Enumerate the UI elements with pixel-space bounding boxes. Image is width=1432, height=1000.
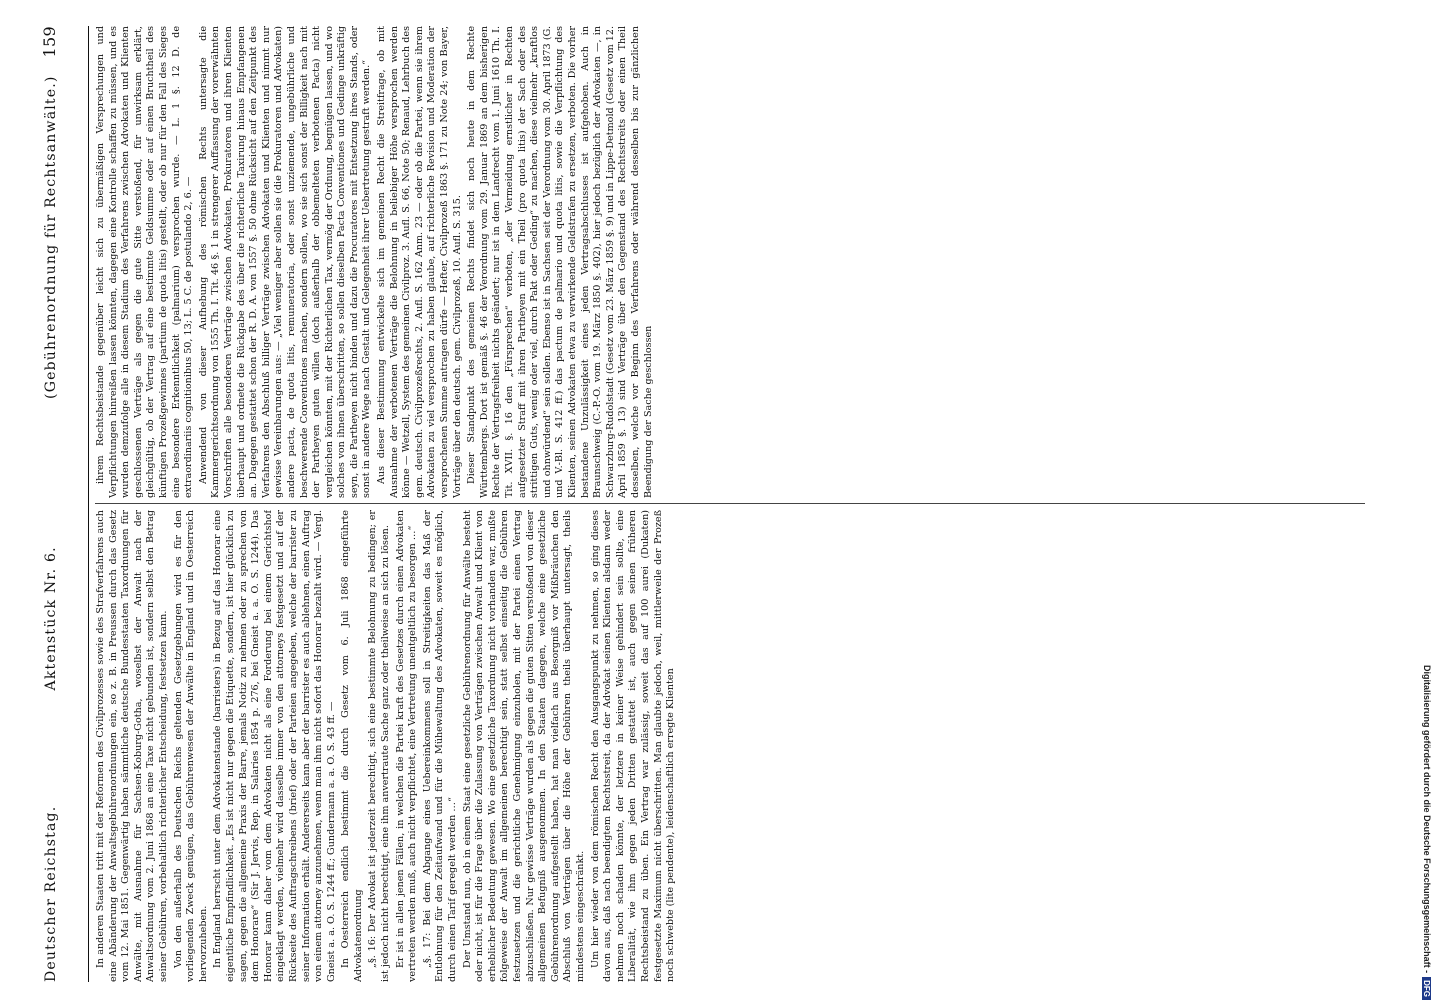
page-number: 159 xyxy=(40,25,59,58)
page xyxy=(40,14,1390,994)
paragraph: Anwendend von dieser Aufhebung des römischen Rechts untersagte die Kammergerichtsordnung von 1555 Th. I. Tit. 46 §. 1 in strengerer Auffassung der vorerwähnten Vorschriften alle besonderen Verträge zwischen Advokaten, Prokuratoren und ihren Klienten überhaupt und ordnete die Rückgabe des über die richterliche Taxirung hinaus Empfangenen an. Dagegen gestattet schon der R. D. A. von 1557 §. 50 ohne Rücksicht auf den Zeitpunkt des Verfahrens den Abschluß billiger Verträge zwischen Advokaten und Klienten und nimmt nur gewisse Vereinbarungen aus: — „Viel weniger aber sollen sie (die Prokuratoren und Advokaten) andere pacta, de quota litis, remuneratoria, oder sonst unziemende, ungebührliche und beschwerende Conventiones machen, sondern sollen, wo sie sich sonst der Billigkeit nach mit der Partheyen guten willen (doch außerhalb der obbemelteten verbotenen Pacta) nicht vergleichen könnten, mit der Richterlichen Tax, vermög der Ordnung, begnügen lassen, und wo solches von ihnen überschritten, so sollen dieselben Pacta Conventiones und Gedinge unkräftig seyn, die Partheyen nicht binden und dazu die Procuratores mit Entsetzung ihres Stands, oder sonst in andere Wege nach Gestalt und Gelegenheit ihrer Uebertretung gestraft werden.“ xyxy=(197,26,373,498)
text-columns xyxy=(95,26,1365,982)
running-head-center: Aktenstück Nr. 6. xyxy=(43,546,59,691)
paragraph: Von den außerhalb des Deutschen Reichs geltenden Gesetzgebungen wird es für den vorliegenden Zweck genügen, das Gebührenwesen der Anwälte in England und in Oesterreich hervorzuheben. xyxy=(172,510,209,982)
running-head-left: Deutscher Reichstag. xyxy=(43,805,59,982)
paragraph: Er ist in allen jenen Fällen, in welchen die Partei kraft des Gesetzes durch einen Advokaten vertreten werden muß, auch nicht verpflichtet, eine Vertretung unentgeltlich zu besorgen …“ xyxy=(394,510,419,982)
paragraph: „§. 17: Bei dem Abgange eines Uebereinkommens soll in Streitigkeiten das Maß der Entlohnung für den Zeitaufwand und für die Mühewaltung des Advokaten, soweit es möglich, durch einen Tarif geregelt werden …“ xyxy=(421,510,459,982)
paragraph: Um hier wieder von dem römischen Recht den Ausgangspunkt zu nehmen, so ging dieses davon aus, daß nach beendigtem Rechtsstreit, da der Advokat seinen Klienten alsdann weder nehmen noch schaden könnte, der letztere in keiner Weise gehindert sein sollte, eine Liberalität, wie ihm gegen jeden Dritten gestattet ist, auch gegen seinen früheren Rechtsbeistand zu üben. Ein Vertrag war zulässig, soweit das auf 100 aurei (Dukaten) festgesetzte Maximum nicht überschritten. Man glaubte jedoch, weil, mittlerweile der Prozeß noch schwebte (lite pendente), leidenschaftlich erregte Klienten xyxy=(589,510,677,982)
paragraph: In Oesterreich endlich bestimmt die durch Gesetz vom 6. Juli 1868 eingeführte Advokatenordnung xyxy=(340,510,364,982)
paragraph: Der Umstand nun, ob in einem Staat eine gesetzliche Gebührenordnung für Anwälte besteht oder nicht, ist für die Frage über die Zulassung von Verträgen zwischen Anwalt und Klient von erheblicher Bedeutung gewesen. Wo eine gesetzliche Taxordnung nicht vorhanden war, mußte folgeweise der Anwalt im allgemeinen berechtigt sein, statt selbst einseitig die Gebühren festzusetzen und die gerichtliche Genehmigung einzuholen, mit der Partei einen Vertrag abzuschließen. Nur gewisse Verträge wurden als gegen die guten Sitten verstoßend von dieser allgemeinen Befugniß ausgenommen. In den Staaten dagegen, welche eine gesetzliche Gebührenordnung aufgestellt haben, hat man vielfach aus Besorgniß vor Mißbräuchen den Abschluß von Verträgen über die Höhe der Gebühren theils überhaupt untersagt, theils mindestens eingeschränkt. xyxy=(461,510,586,982)
dfg-logo: DFG xyxy=(1422,977,1431,1000)
paragraph: ihrem Rechtsbeistande gegenüber leicht sich zu übermäßigen Versprechungen und Verpflichtungen hinreißen lassen könnten, dagegen eine Kontrolle schaffen zu müssen, und es wurden demzufolge alle in diesem Stadium des Verfahrens zwischen Advokaten und Klienten geschlossenen Verträge als gegen die gute Sitte verstoßend, für unwirksam erklärt, gleichgültig, ob der Vertrag auf eine bestimmte Geldsumme oder auf einen Bruchtheil des künftigen Prozeßgewinnes (partium de quota litis) gestellt, oder ob nur für den Fall des Sieges eine besondere Erkenntlichkeit (palmarium) versprochen wurde. — L. 1 §. 12 D. de extraordinariis cognitionibus 50, 13; L. 5 C. de postulando 2, 6. — xyxy=(95,26,195,498)
column-divider xyxy=(95,504,1365,505)
running-head-right: (Gebührenordnung für Rechtsanwälte.) xyxy=(43,75,59,399)
paragraph: Dieser Standpunkt des gemeinen Rechts findet sich noch heute in dem Rechte Württembergs. Dort ist gemäß §. 46 der Verordnung vom 29. Januar 1869 an dem bisherigen Rechte der Vertragsfreiheit nichts geändert; nur ist in dem Landrecht vom 1. Juni 1610 Th. I. Tit. XVII. §. 16 den „Fürsprechen“ verboten, „der Vermeidung ernstlicher in Rechten aufgesetzter Straff mit ihren Partheyen mit ein Theil (pro quota litis) der Sach oder des strittigen Guts, wenig oder viel, durch Pakt oder Geding“ zu machen, diese vielmehr „kraftlos und ohnwürdend“ sein sollen. Ebenso ist in Sachsen seit der Verordnung vom 30. April 1873 (G. und V.-Bl. S. 412 ff.) das pactum de palmario und quota litis, sowie die Verpflichtung des Klienten, seinen Advokaten etwa zu verwirkende Geldstrafen zu ersetzen, verboten. Die vorher bestandene Unzulässigkeit eines jeden Vertragsabschlusses ist aufgehoben. Auch in Braunschweig (C.-P.-O. vom 19. März 1850 §. 402), hier jedoch bezüglich der Advokaten —, in Schwarzburg-Rudolstadt (Gesetz vom 23. März 1859 §. 9) und in Lippe-Detmold (Gesetz vom 12. April 1859 §. 13) sind Verträge über den Gegenstand des Rechtsstreits oder einen Theil desselben, welche vor Beginn des Verfahrens oder während desselben bis zur gänzlichen Beendigung der Sache geschlossen xyxy=(466,26,654,498)
left-column xyxy=(95,510,1365,982)
paragraph: In anderen Staaten tritt mit der Reformen des Civilprozesses sowie des Strafverfahrens auch eine Abänderung der Anwaltsgebührenordnungen ein, so z. B. in Preussen durch das Gesetz vom 12. Mai 1851. Gegenwärtig haben sämmtliche deutsche Bundesstaaten Taxordnungen für Anwälte, mit Ausnahme für Sachsen-Koburg-Gotha, woselbst der Anwalt nach der Anwaltsordnung vom 2. Juni 1868 an eine Taxe nicht gebunden ist, sondern selbst den Betrag seiner Gebühren, vorbehaltlich richterlicher Entscheidung, festsetzen kann. xyxy=(95,510,169,982)
watermark-text: Digitalisierung gefördert durch die Deutsche Forschungsgemeinschaft - xyxy=(1422,665,1432,974)
digitization-watermark xyxy=(1418,0,1432,1000)
right-column xyxy=(95,26,1365,498)
paragraph: In England herrscht unter dem Advokatenstande (barristers) in Bezug auf das Honorar eine eigentliche Empfindlichkeit. „Es ist nicht nur gegen die Etiquette, sondern, ist hier glücklich zu sagen, gegen die allgemeine Praxis der Barre, jemals Notiz zu nehmen oder zu sprechen von dem Honorare“ (Sir J. Jervis, Rep. in Salaries 1854 p. 276, bei Gneist a. a. O. S. 1244). Das Honorar kann daher vom dem Advokaten nicht als eine Forderung bei einem Gerichtshof eingeklagt werden, vielmehr wird dasselbe immer von den attorneys festgesetzt und auf der Rückseite des Auftragschreibens (brief) oder der Parteien angegeben, welche der barrister zu seiner Information erhält. Andererseits kann aber der barrister es auch ablehnen, einen Auftrag von einem attorney anzunehmen, wenn man ihm nicht sofort das Honorar bezahlt wird. — Vergl. Gneist a. a. O. S. 1244 ff.; Gundermann a. a. O. S. 43 ff. — xyxy=(212,510,337,982)
header-rule xyxy=(88,26,89,982)
paragraph: „§. 16: Der Advokat ist jederzeit berechtigt, sich eine bestimmte Belohnung zu bedingen; er ist jedoch nicht berechtigt, eine ihm anvertraute Sache ganz oder theilweise an sich zu lösen. xyxy=(367,510,392,982)
paragraph: Aus dieser Bestimmung entwickelte sich im gemeinen Recht die Streitfrage, ob mit Ausnahme der verbotenen Verträge die Belohnung in beliebiger Höhe versprochen werden könne — Wetzell, System des gemeinen Civilproz. 3. Aufl. S. 66, Note 50; Renaud, Lehrbuch des gem. deutsch. Civilprozeßrechts, 2. Aufl. S. 162 Anm. 23 — oder ob die Partei, wenn sie ihrem Advokaten zu viel versprochen zu haben glaube, auf richterliche Revision und Moderation der versprochenen Summe antragen dürfe — Hefter, Civilprozeß 1863 §. 171 zu Note 24; von Bayer, Vorträge über den deutsch. gem. Civilprozeß, 10. Aufl. S. 315. xyxy=(376,26,463,498)
running-head xyxy=(40,26,84,982)
